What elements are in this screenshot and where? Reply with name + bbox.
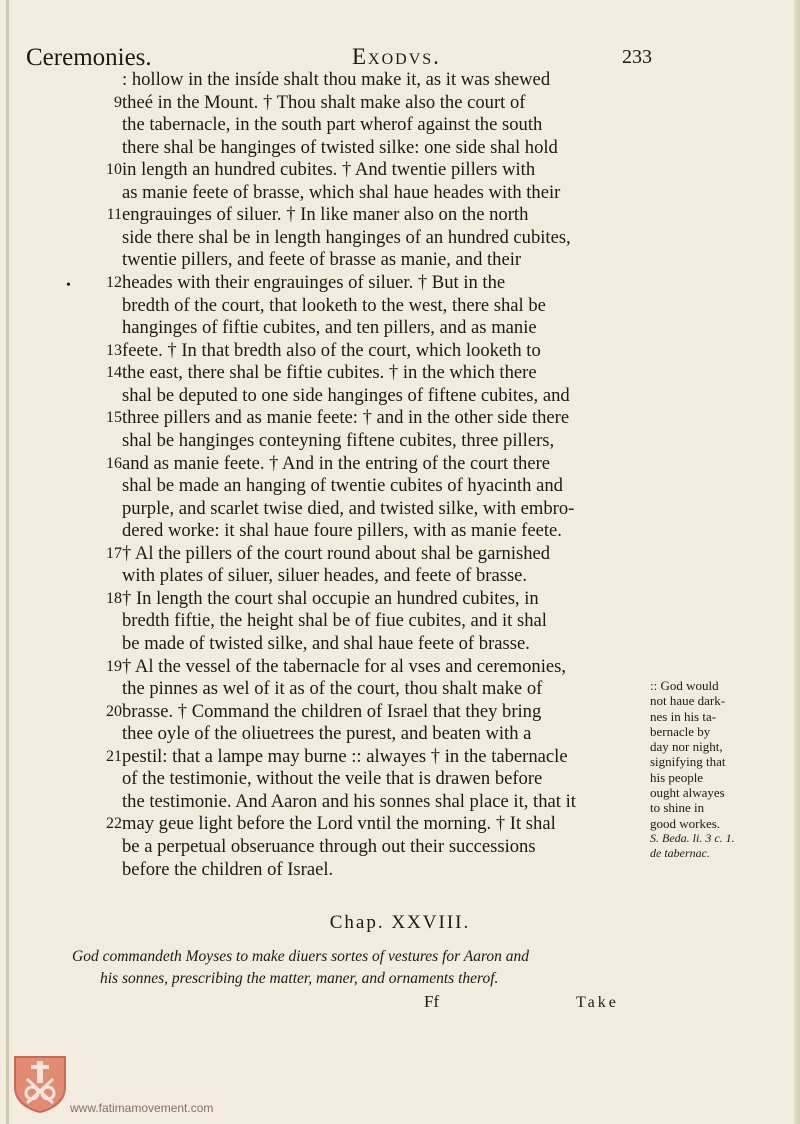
- page-edge-left: [6, 0, 9, 1124]
- margin-note-line: day nor night,: [650, 739, 723, 755]
- catchword: Take: [576, 994, 619, 1011]
- text-line: shal be hanginges conteyning fiftene cubites, three pillers,: [122, 430, 555, 451]
- margin-note-line: signifying that: [650, 754, 726, 770]
- header-section-title: Ceremonies.: [26, 44, 152, 71]
- page-number: 233: [622, 46, 652, 68]
- verse-number: [92, 70, 122, 92]
- chapter-summary-line: God commandeth Moyses to make diuers sortes of vestures for Aaron and: [72, 948, 530, 965]
- text-line: feete. † In that bredth also of the court, which looketh to: [122, 340, 541, 361]
- verse-number: 11: [106, 206, 122, 223]
- verse-number: [92, 386, 122, 408]
- text-line: side there shal be in length hanginges of an hundred cubites,: [122, 227, 571, 248]
- text-line: there shal be hanginges of twisted silke: one side shal hold: [122, 137, 558, 158]
- text-line: the pinnes as wel of it as of the court, thou shalt make of: [122, 678, 543, 699]
- text-line: purple, and scarlet twise died, and twisted silke, with embro-: [122, 498, 575, 519]
- verse-number: 21: [106, 748, 122, 765]
- verse-number: 9: [114, 94, 122, 111]
- verse-number: 14: [106, 364, 122, 381]
- verse-number: 15: [106, 409, 122, 426]
- text-line: twentie pillers, and feete of brasse as manie, and their: [122, 249, 522, 270]
- verse-number: [92, 476, 122, 498]
- verse-number: [92, 138, 122, 160]
- text-line: may geue light before the Lord vntil the morning. † It shal: [122, 813, 556, 834]
- margin-note-line: his people: [650, 769, 704, 785]
- verse-number: [92, 724, 122, 746]
- text-line: pestil: that a lampe may burne :: alwayes † in the tabernacle: [122, 746, 568, 767]
- verse-number: [92, 769, 122, 791]
- text-line: the testimonie. And Aaron and his sonnes shal place it, that it: [122, 791, 576, 812]
- text-line: as manie feete of brasse, which shal haue heades with their: [122, 182, 561, 203]
- verse-number: [92, 792, 122, 814]
- text-line: of the testimonie, without the veile that is drawen before: [122, 768, 543, 789]
- text-line: bredth of the court, that looketh to the west, there shal be: [122, 295, 546, 316]
- chapter-summary-line: his sonnes, prescribing the matter, maner, and ornaments therof.: [100, 970, 499, 987]
- margin-note-citation: S. Beda. li. 3 c. 1.: [650, 830, 735, 845]
- text-line: dered worke: it shal haue foure pillers, with as manie feete.: [122, 520, 562, 541]
- verse-number: 22: [106, 815, 122, 832]
- verse-number: [92, 228, 122, 250]
- text-line: hanginges of fiftie cubites, and ten pillers, and as manie: [122, 317, 537, 338]
- verse-number: [92, 679, 122, 701]
- text-line: † Al the vessel of the tabernacle for al vses and ceremonies,: [122, 656, 567, 677]
- verse-number: 13: [106, 342, 122, 359]
- text-line: be a perpetual obseruance through out their successions: [122, 836, 536, 857]
- verse-number: 18: [106, 590, 122, 607]
- bullet-mark: •: [66, 278, 71, 293]
- verse-number: [92, 431, 122, 453]
- verse-number: [92, 837, 122, 859]
- verse-number: [92, 183, 122, 205]
- signature-mark: Ff: [424, 992, 440, 1011]
- text-line: : hollow in the insíde shalt thou make it, as it was shewed: [122, 69, 551, 90]
- text-line: be made of twisted silke, and shal haue feete of brasse.: [122, 633, 530, 654]
- verse-number: [92, 860, 122, 882]
- text-line: before the children of Israel.: [122, 859, 334, 880]
- text-line: in length an hundred cubites. † And twentie pillers with: [122, 159, 536, 180]
- margin-note: [650, 678, 800, 862]
- margin-note-citation: de tabernac.: [650, 846, 710, 861]
- margin-note-line: not haue dark-: [650, 693, 726, 709]
- margin-note-line: ought alwayes: [650, 785, 725, 801]
- margin-note-line: to shine in: [650, 800, 705, 816]
- verse-number: [92, 318, 122, 340]
- margin-note-line: :: God would: [650, 678, 719, 693]
- text-line: with plates of siluer, siluer heades, and feete of brasse.: [122, 565, 528, 586]
- verse-number: [92, 634, 122, 656]
- verse-number: [92, 611, 122, 633]
- text-line: thee oyle of the oliuetrees the purest, and beaten with a: [122, 723, 532, 744]
- verse-number: 20: [106, 703, 122, 720]
- verse-number: 16: [106, 455, 122, 472]
- verse-number: 10: [106, 161, 122, 178]
- text-line: shal be deputed to one side hanginges of fiftene cubites, and: [122, 385, 570, 406]
- text-line: theé in the Mount. † Thou shalt make also the court of: [122, 92, 526, 113]
- text-line: brasse. † Command the children of Israel that they bring: [122, 701, 542, 722]
- text-line: and as manie feete. † And in the entring of the court there: [122, 453, 551, 474]
- text-line: heades with their engrauinges of siluer. † But in the: [122, 272, 506, 293]
- chapter-title: Chap. XXVIII.: [329, 912, 471, 933]
- margin-note-line: bernacle by: [650, 723, 711, 739]
- margin-note-line: good workes.: [650, 815, 721, 831]
- fatima-movement-logo: [13, 1055, 67, 1113]
- verse-number: [92, 521, 122, 543]
- text-line: bredth fiftie, the height shal be of fiue cubites, and it shal: [122, 610, 547, 631]
- verse-number: [92, 499, 122, 521]
- text-line: the tabernacle, in the south part wherof against the south: [122, 114, 543, 135]
- text-line: three pillers and as manie feete: † and in the other side there: [122, 407, 570, 428]
- text-line: engrauinges of siluer. † In like maner also on the north: [122, 204, 529, 225]
- margin-note-line: nes in his ta-: [650, 708, 717, 724]
- text-line: the east, there shal be fiftie cubites. † in the which there: [122, 362, 537, 383]
- verse-number: [92, 296, 122, 318]
- verse-number: 12: [106, 274, 122, 291]
- header-book-title: Exodvs.: [352, 44, 441, 69]
- text-line: † In length the court shal occupie an hundred cubites, in: [122, 588, 539, 609]
- page-edge-right: [794, 0, 800, 1124]
- verse-number: [92, 566, 122, 588]
- verse-number: 19: [106, 658, 122, 675]
- verse-number: [92, 250, 122, 272]
- text-line: shal be made an hanging of twentie cubites of hyacinth and: [122, 475, 563, 496]
- verse-number: [92, 115, 122, 137]
- text-line: † Al the pillers of the court round about shal be garnished: [122, 543, 551, 564]
- footer-url: www.fatimamovement.com: [70, 1101, 214, 1115]
- verse-number: 17: [106, 545, 122, 562]
